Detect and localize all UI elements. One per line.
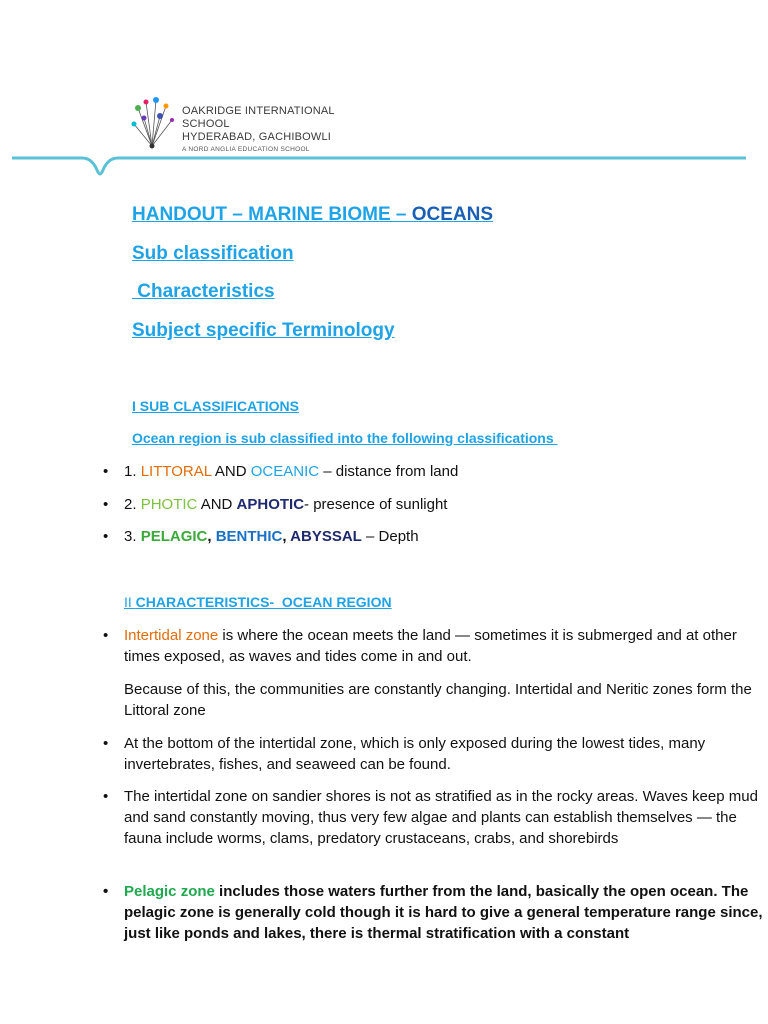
bullet-icon: • <box>103 528 109 545</box>
term-pelagic: PELAGIC <box>140 528 208 545</box>
term-abyssal: ABYSSAL <box>290 528 362 545</box>
title-sub-classification: Sub classification <box>132 243 294 264</box>
title-oceans: OCEANS <box>411 204 494 225</box>
item-number: 1. <box>124 463 141 480</box>
section2-prefix: II <box>124 594 136 610</box>
title-handout-text: HANDOUT – MARINE BIOME – <box>132 204 412 225</box>
paragraph-continuation: Because of this, the communities are constantly changing. Intertidal and Neritic zones form the Littoral zone <box>124 681 752 719</box>
section2-heading-text: CHARACTERISTICS- OCEAN REGION <box>135 594 392 610</box>
bullet-icon: • <box>103 883 109 900</box>
title-handout <box>132 204 493 226</box>
bullet-icon: • <box>103 788 109 805</box>
bullet-icon: • <box>103 735 109 752</box>
term-photic: PHOTIC <box>140 496 198 513</box>
item-and: AND <box>211 463 251 480</box>
school-name <box>182 105 380 153</box>
item-and: AND <box>197 496 237 513</box>
term-aphotic: APHOTIC <box>236 496 305 513</box>
item-comma: , <box>207 528 216 545</box>
school-name-line2: HYDERABAD, GACHIBOWLI <box>182 131 332 143</box>
term-intertidal-zone: Intertidal zone <box>124 627 219 644</box>
section2-heading <box>124 594 392 610</box>
school-name-line1: OAKRIDGE INTERNATIONAL SCHOOL <box>182 105 335 130</box>
school-logo-icon <box>130 96 174 150</box>
section1-heading: I SUB CLASSIFICATIONS <box>132 398 299 414</box>
term-pelagic-zone: Pelagic zone <box>124 883 215 900</box>
school-tagline: A NORD ANGLIA EDUCATION SCHOOL <box>182 146 310 153</box>
title-characteristics: Characteristics <box>132 281 275 302</box>
school-logo <box>130 96 380 152</box>
term-oceanic: OCEANIC <box>250 463 320 480</box>
bullet-icon: • <box>103 463 109 480</box>
bullet-icon: • <box>103 627 109 644</box>
header-divider <box>0 150 768 184</box>
item-description: - presence of sunlight <box>304 496 448 513</box>
bullet-icon: • <box>103 496 109 513</box>
term-benthic: BENTHIC <box>215 528 283 545</box>
paragraph-text: includes those waters further from the land, basically the open ocean. The pelagic zone is generally cold though it is hard to give a general temperature range since, just like ponds and lakes, there is thermal stratification with a constant <box>124 883 763 942</box>
item-description: – distance from land <box>319 463 459 480</box>
section1-intro: Ocean region is sub classified into the following classifications <box>132 430 558 446</box>
title-terminology: Subject specific Terminology <box>132 320 395 341</box>
item-comma: , <box>282 528 291 545</box>
item-number: 3. <box>124 528 141 545</box>
item-description: – Depth <box>361 528 419 545</box>
paragraph-text: The intertidal zone on sandier shores is not as stratified as in the rocky areas. Waves keep mud and sand constantly moving, thus very few algae and plants can establish themselves — the fauna include worms, clams, predatory crustaceans, crabs, and shorebirds <box>124 788 758 847</box>
term-littoral: LITTORAL <box>140 463 212 480</box>
paragraph-text: At the bottom of the intertidal zone, which is only exposed during the lowest tides, many invertebrates, fishes, and seaweed can be found. <box>124 735 706 773</box>
item-number: 2. <box>124 496 141 513</box>
paragraph-text: is where the ocean meets the land — sometimes it is submerged and at other times exposed, as waves and tides come in and out. <box>124 627 737 665</box>
